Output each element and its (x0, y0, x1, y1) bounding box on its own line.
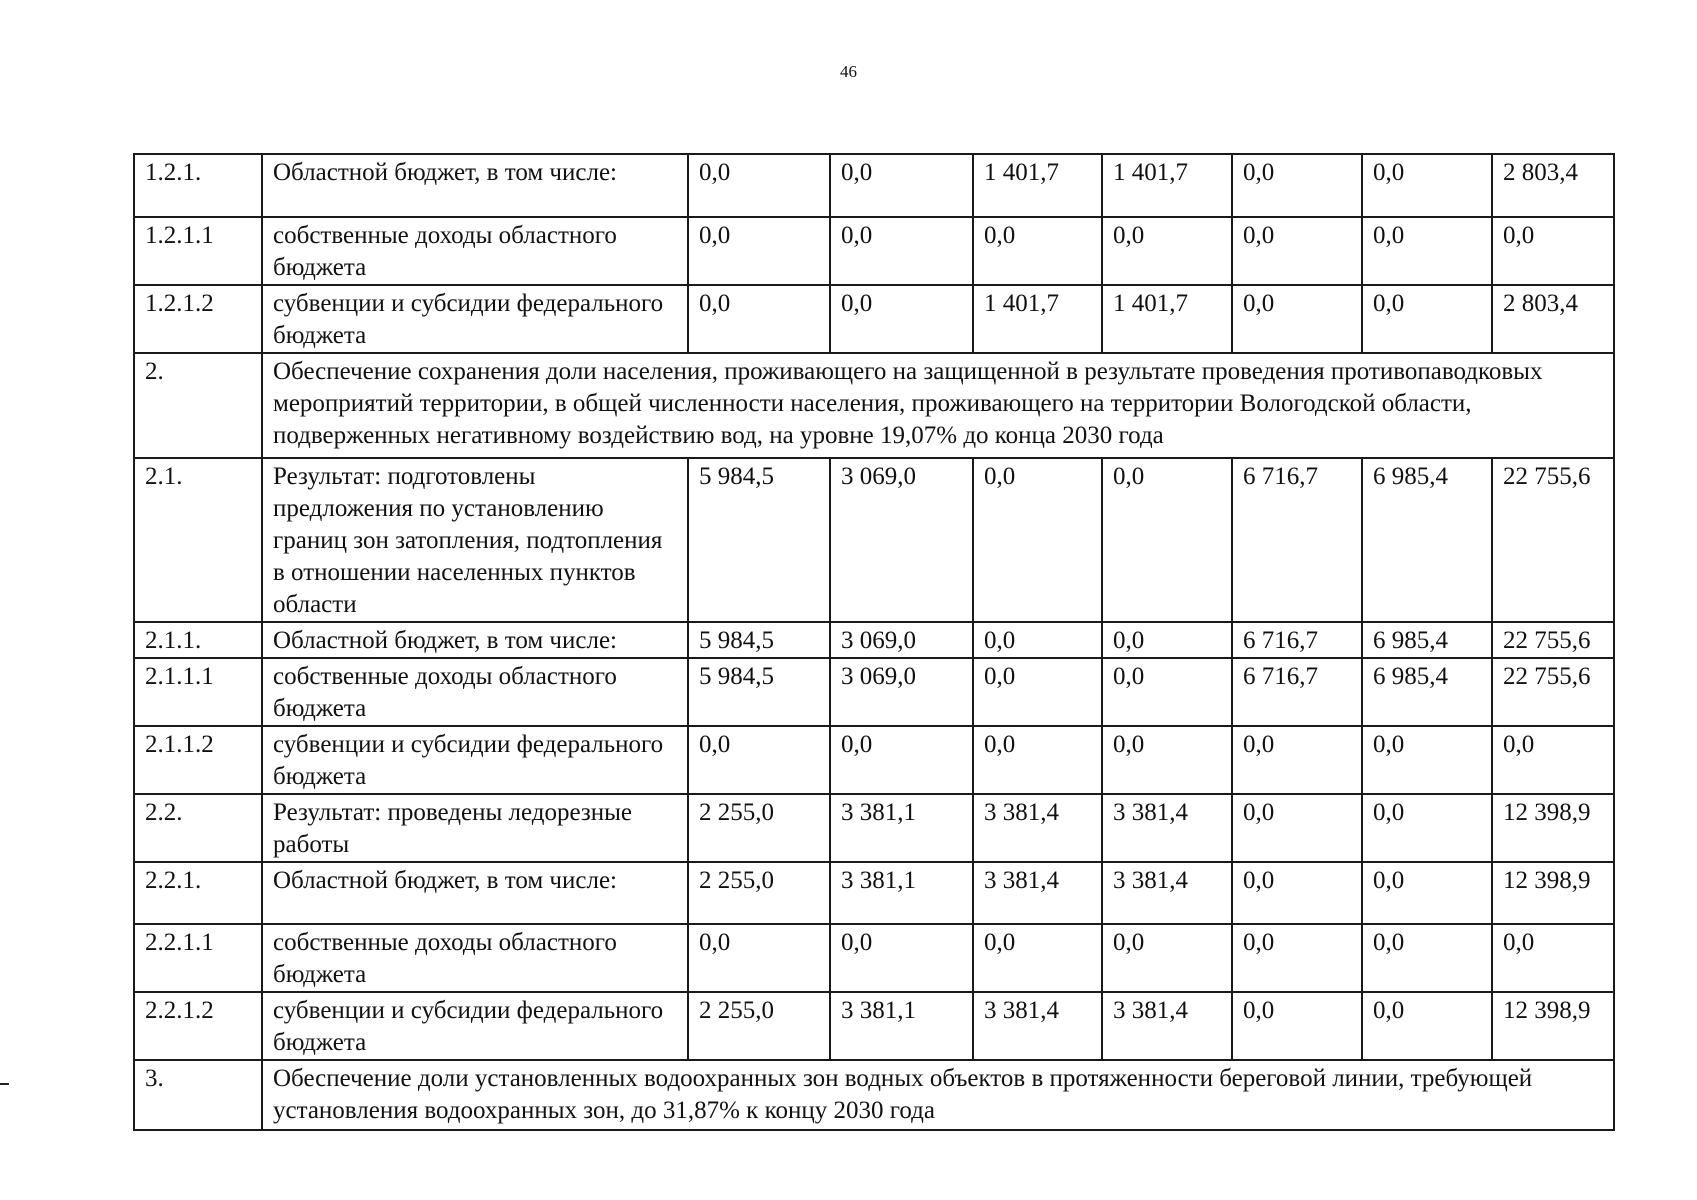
value-cell: 12 398,9 (1492, 794, 1614, 862)
value-cell: 0,0 (973, 658, 1102, 726)
value-cell: 3 381,4 (973, 794, 1102, 862)
value-cell: 3 381,4 (1102, 992, 1232, 1060)
section-heading: Обеспечение доли установленных водоохранных зон водных объектов в протяженности береговой линии, требующей установления водоохранных зон, до 31,87% к концу 2030 года (262, 1060, 1614, 1130)
value-cell: 1 401,7 (973, 285, 1102, 353)
row-code: 2. (134, 353, 262, 458)
value-cell: 1 401,7 (973, 154, 1102, 217)
table-row (134, 658, 1614, 726)
value-cell: 0,0 (973, 458, 1102, 622)
value-cell: 5 984,5 (688, 658, 830, 726)
value-cell: 0,0 (973, 622, 1102, 658)
value-cell: 0,0 (1362, 794, 1492, 862)
table-row (134, 992, 1614, 1060)
table-row (134, 285, 1614, 353)
row-name: субвенции и субсидии федерального бюджета (262, 992, 688, 1060)
row-name: субвенции и субсидии федерального бюджета (262, 726, 688, 794)
value-cell: 0,0 (1232, 794, 1362, 862)
budget-table (133, 153, 1615, 1131)
value-cell: 0,0 (1362, 154, 1492, 217)
value-cell: 1 401,7 (1102, 154, 1232, 217)
value-cell: 0,0 (1362, 924, 1492, 992)
value-cell: 0,0 (688, 285, 830, 353)
value-cell: 5 984,5 (688, 622, 830, 658)
value-cell: 0,0 (1232, 924, 1362, 992)
row-name: Результат: проведены ледорезные работы (262, 794, 688, 862)
row-name: Областной бюджет, в том числе: (262, 622, 688, 658)
value-cell: 0,0 (688, 217, 830, 285)
value-cell: 0,0 (1102, 658, 1232, 726)
table-row (134, 622, 1614, 658)
value-cell: 0,0 (1102, 217, 1232, 285)
row-code: 2.1.1.1 (134, 658, 262, 726)
row-code: 1.2.1.1 (134, 217, 262, 285)
value-cell: 3 381,4 (1102, 794, 1232, 862)
value-cell: 0,0 (1102, 924, 1232, 992)
row-name: Результат: подготовлены предложения по установлению границ зон затопления, подтопления в отношении населенных пунктов области (262, 458, 688, 622)
row-code: 2.1.1. (134, 622, 262, 658)
value-cell: 2 255,0 (688, 862, 830, 924)
value-cell: 22 755,6 (1492, 658, 1614, 726)
row-code: 1.2.1. (134, 154, 262, 217)
value-cell: 0,0 (1232, 285, 1362, 353)
value-cell: 2 255,0 (688, 794, 830, 862)
value-cell: 0,0 (1232, 992, 1362, 1060)
value-cell: 3 381,1 (830, 992, 973, 1060)
value-cell: 0,0 (1102, 622, 1232, 658)
row-code: 3. (134, 1060, 262, 1130)
value-cell: 5 984,5 (688, 458, 830, 622)
value-cell: 0,0 (830, 924, 973, 992)
row-name: субвенции и субсидии федерального бюджета (262, 285, 688, 353)
row-name: собственные доходы областного бюджета (262, 658, 688, 726)
row-name: Областной бюджет, в том числе: (262, 154, 688, 217)
table-row (134, 458, 1614, 622)
value-cell: 6 985,4 (1362, 658, 1492, 726)
value-cell: 3 381,4 (973, 862, 1102, 924)
value-cell: 0,0 (1492, 924, 1614, 992)
margin-mark (0, 1083, 9, 1085)
row-code: 2.2.1.1 (134, 924, 262, 992)
value-cell: 0,0 (1102, 726, 1232, 794)
value-cell: 6 716,7 (1232, 658, 1362, 726)
value-cell: 0,0 (1362, 862, 1492, 924)
value-cell: 2 803,4 (1492, 154, 1614, 217)
value-cell: 0,0 (1492, 726, 1614, 794)
row-name: собственные доходы областного бюджета (262, 217, 688, 285)
value-cell: 3 069,0 (830, 458, 973, 622)
value-cell: 6 716,7 (1232, 458, 1362, 622)
value-cell: 6 716,7 (1232, 622, 1362, 658)
row-code: 2.2.1.2 (134, 992, 262, 1060)
value-cell: 0,0 (830, 217, 973, 285)
table-row (134, 924, 1614, 992)
value-cell: 0,0 (1362, 285, 1492, 353)
value-cell: 0,0 (973, 217, 1102, 285)
value-cell: 12 398,9 (1492, 992, 1614, 1060)
value-cell: 6 985,4 (1362, 458, 1492, 622)
value-cell: 0,0 (973, 726, 1102, 794)
value-cell: 0,0 (688, 726, 830, 794)
value-cell: 0,0 (1232, 154, 1362, 217)
value-cell: 3 381,1 (830, 862, 973, 924)
table-row (134, 353, 1614, 458)
value-cell: 0,0 (1232, 726, 1362, 794)
value-cell: 6 985,4 (1362, 622, 1492, 658)
value-cell: 0,0 (1232, 217, 1362, 285)
value-cell: 3 069,0 (830, 658, 973, 726)
row-name: собственные доходы областного бюджета (262, 924, 688, 992)
table-row (134, 726, 1614, 794)
value-cell: 0,0 (1362, 726, 1492, 794)
row-code: 2.2. (134, 794, 262, 862)
value-cell: 0,0 (973, 924, 1102, 992)
value-cell: 22 755,6 (1492, 622, 1614, 658)
section-heading: Обеспечение сохранения доли населения, проживающего на защищенной в результате проведения противопаводковых мероприятий территории, в общей численности населения, проживающего на территории Вологодской области, подверженных негативному воздействию вод, на уровне 19,07% до конца 2030 года (262, 353, 1614, 458)
table-row (134, 217, 1614, 285)
table-row (134, 794, 1614, 862)
value-cell: 0,0 (1492, 217, 1614, 285)
value-cell: 0,0 (830, 154, 973, 217)
row-code: 2.1.1.2 (134, 726, 262, 794)
value-cell: 0,0 (1362, 992, 1492, 1060)
row-code: 1.2.1.2 (134, 285, 262, 353)
table-row (134, 154, 1614, 217)
value-cell: 3 381,4 (973, 992, 1102, 1060)
value-cell: 3 069,0 (830, 622, 973, 658)
value-cell: 3 381,4 (1102, 862, 1232, 924)
value-cell: 0,0 (1102, 458, 1232, 622)
value-cell: 0,0 (830, 285, 973, 353)
value-cell: 1 401,7 (1102, 285, 1232, 353)
value-cell: 0,0 (1362, 217, 1492, 285)
value-cell: 22 755,6 (1492, 458, 1614, 622)
row-code: 2.1. (134, 458, 262, 622)
page-number: 46 (840, 62, 857, 81)
value-cell: 0,0 (1232, 862, 1362, 924)
value-cell: 0,0 (688, 154, 830, 217)
row-name: Областной бюджет, в том числе: (262, 862, 688, 924)
value-cell: 2 255,0 (688, 992, 830, 1060)
row-code: 2.2.1. (134, 862, 262, 924)
value-cell: 0,0 (688, 924, 830, 992)
value-cell: 12 398,9 (1492, 862, 1614, 924)
table-row (134, 1060, 1614, 1130)
value-cell: 2 803,4 (1492, 285, 1614, 353)
value-cell: 3 381,1 (830, 794, 973, 862)
table-row (134, 862, 1614, 924)
value-cell: 0,0 (830, 726, 973, 794)
